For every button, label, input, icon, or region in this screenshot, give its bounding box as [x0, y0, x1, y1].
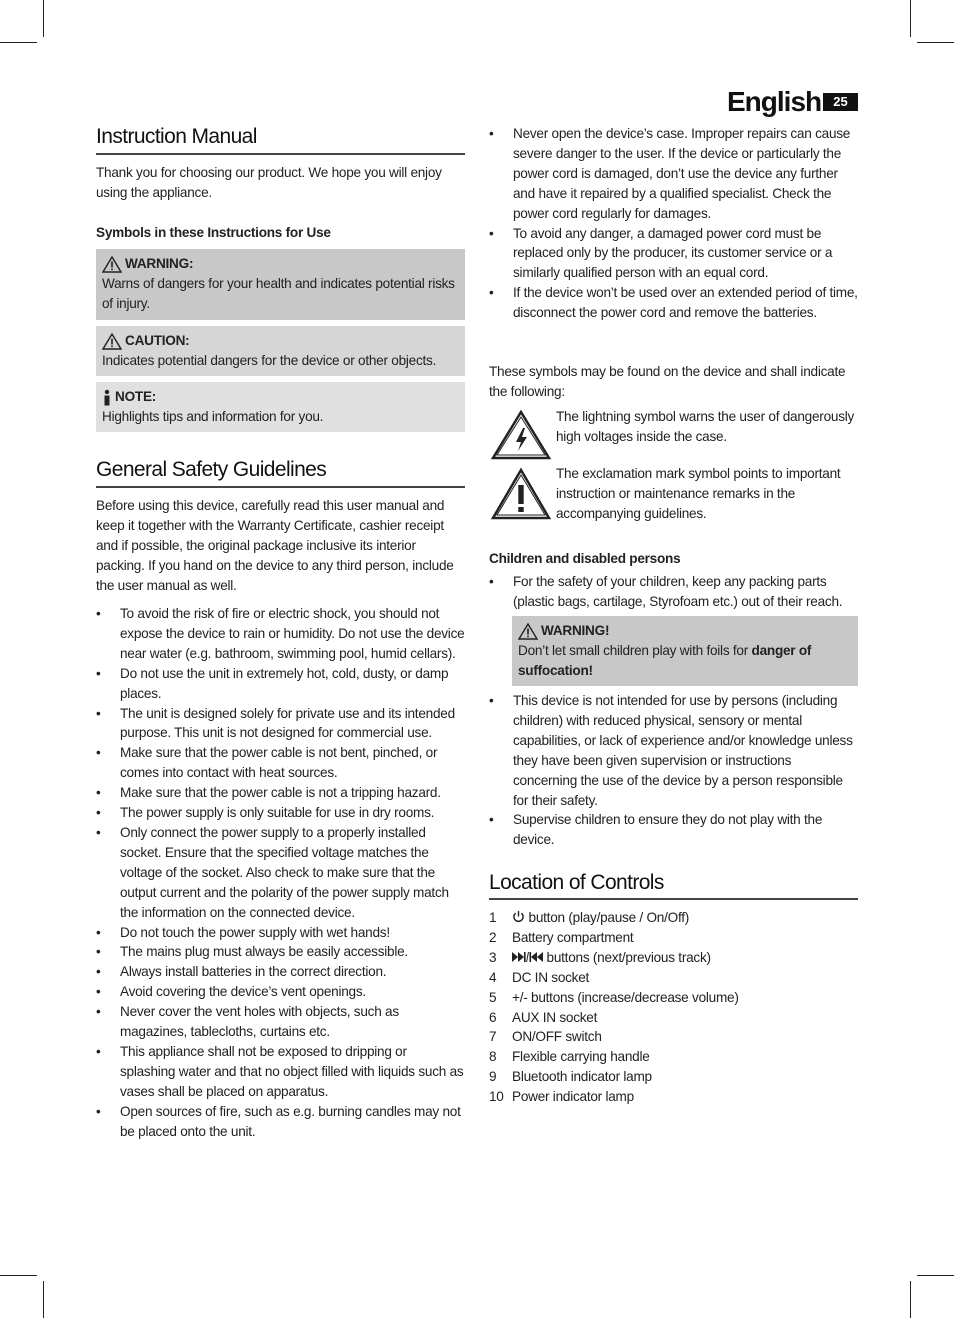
control-item: 6 AUX IN socket	[489, 1009, 598, 1025]
page-number: 25	[823, 93, 858, 111]
list-item: • Never open the device’s case. Improper repairs can cause severe danger to the user. If the device or particularly the power cord is damaged, don’t use the device any further and have it repaired by a qualified specialist. Check the power cord regularly for damages.	[489, 124, 858, 224]
symbols-heading: Symbols in these Instructions for Use	[96, 225, 331, 240]
control-item: 3 buttons (next/previous track)	[489, 949, 711, 965]
warning2-bold: danger of suffocation!	[518, 643, 812, 678]
list-item: • Make sure that the power cable is not bent, pinched, or comes into contact with heat sources.	[96, 743, 465, 783]
list-item: • Supervise children to ensure they do not play with the device.	[489, 810, 858, 850]
control-item: 9 Bluetooth indicator lamp	[489, 1069, 652, 1085]
caution-box	[96, 326, 465, 376]
list-item: • Only connect the power supply to a properly installed socket. Ensure that the specified voltage matches the voltage of the socket. Also check to make sure that the output current and the polarity of the power supply match the information on the connected device.	[96, 823, 465, 923]
list-item: • Do not touch the power supply with wet hands!	[96, 923, 465, 943]
crop-mark	[910, 0, 911, 37]
crop-mark	[910, 1281, 911, 1318]
crop-mark	[43, 1281, 44, 1318]
exclamation-warning-icon	[490, 467, 552, 521]
children-bullet-list	[489, 572, 858, 612]
caution-title: CAUTION:	[125, 333, 190, 348]
list-item: • This appliance shall not be exposed to dripping or splashing water and that no object filled with liquids such as vases shall be placed on apparatus.	[96, 1042, 465, 1102]
crop-mark	[917, 1275, 954, 1276]
list-item: • To avoid any danger, a damaged power cord must be replaced only by the producer, its customer service or a similarly qualified person with an equal cord.	[489, 224, 858, 284]
title-rule	[489, 898, 858, 900]
caution-triangle-icon	[102, 333, 122, 350]
control-item: 5 +/- buttons (increase/decrease volume)	[489, 989, 739, 1005]
control-item: 7 ON/OFF switch	[489, 1029, 602, 1045]
warning2-title: WARNING!	[541, 623, 610, 638]
top-bullet-list	[489, 124, 858, 323]
lightning-text: The lightning symbol warns the user of dangerously high voltages inside the case.	[556, 409, 855, 444]
title-rule	[96, 486, 465, 488]
list-item: • Never cover the vent holes with objects, such as magazines, tablecloths, curtains etc.	[96, 1002, 465, 1042]
language-heading: English	[727, 86, 822, 117]
list-item: • If the device won’t be used over an extended period of time, disconnect the power cord and remove the batteries.	[489, 283, 858, 323]
warning-title: WARNING:	[125, 256, 194, 271]
list-item: • For the safety of your children, keep any packing parts (plastic bags, cartilage, Styrofoam etc.) out of their reach.	[489, 572, 858, 612]
caution-text: Indicates potential dangers for the device or other objects.	[102, 353, 437, 368]
list-item: • Always install batteries in the correct direction.	[96, 962, 465, 982]
warning-text: Warns of dangers for your health and indicates potential risks of injury.	[102, 276, 455, 311]
list-item: • The mains plug must always be easily accessible.	[96, 942, 465, 962]
title-rule	[96, 153, 465, 155]
lightning-warning-icon	[490, 409, 552, 461]
bottom-bullet-list	[489, 691, 858, 850]
list-item: • Avoid covering the device’s vent openings.	[96, 982, 465, 1002]
control-item: 1 button (play/pause / On/Off)	[489, 910, 690, 925]
control-item: 10 Power indicator lamp	[489, 1089, 634, 1105]
exclamation-text: The exclamation mark symbol points to important instruction or maintenance remarks in the accompanying guidelines.	[556, 466, 841, 521]
list-item: • Open sources of fire, such as e.g. burning candles may not be placed onto the unit.	[96, 1102, 465, 1142]
list-item: • Do not use the unit in extremely hot, cold, dusty, or damp places.	[96, 664, 465, 704]
intro-text: Thank you for choosing our product. We hope you will enjoy using the appliance.	[96, 165, 442, 200]
control-item: 4 DC IN socket	[489, 969, 590, 985]
controls-title: Location of Controls	[489, 871, 664, 894]
crop-mark	[0, 1275, 37, 1276]
crop-mark	[917, 42, 954, 43]
symbols-intro: These symbols may be found on the device and shall indicate the following:	[489, 364, 846, 399]
note-title: NOTE:	[115, 389, 157, 404]
list-item: • The unit is designed solely for private use and its intended purpose. This unit is not designed for commercial use.	[96, 704, 465, 744]
note-box	[96, 382, 465, 432]
skip-icon	[512, 951, 543, 963]
info-icon	[102, 389, 112, 406]
warning-triangle-icon	[518, 623, 538, 640]
list-item: • To avoid the risk of fire or electric shock, you should not expose the device to rain or humidity. Do not use the device near water (e.g. bathroom, swimming pool, humid cellars).	[96, 604, 465, 664]
instruction-manual-title: Instruction Manual	[96, 125, 257, 148]
note-text: Highlights tips and information for you.	[102, 409, 324, 424]
control-item: 8 Flexible carrying handle	[489, 1049, 650, 1065]
warning2-text: Don’t let small children play with foils for danger of suffocation!	[518, 643, 812, 678]
warning-box	[96, 249, 465, 320]
controls-list	[489, 908, 858, 1107]
list-item: • Make sure that the power cable is not a tripping hazard.	[96, 783, 465, 803]
crop-mark	[43, 0, 44, 37]
warning-triangle-icon	[102, 256, 122, 273]
control-item: 2 Battery compartment	[489, 929, 634, 945]
children-warning-box	[512, 616, 858, 686]
crop-mark	[0, 42, 37, 43]
safety-bullet-list	[96, 604, 465, 1141]
list-item: • The power supply is only suitable for use in dry rooms.	[96, 803, 465, 823]
safety-title: General Safety Guidelines	[96, 458, 327, 481]
children-heading: Children and disabled persons	[489, 551, 681, 566]
list-item: • This device is not intended for use by persons (including children) with reduced physical, sensory or mental capabilities, or lack of experience and/or knowledge unless they have been given supervision or instructions concerning the use of the device by a person responsible for their safety.	[489, 691, 858, 810]
safety-intro: Before using this device, carefully read this user manual and keep it together with the Warranty Certificate, cashier receipt and if possible, the original package inclusive its interior packing. If you hand on the device to any third person, include the user manual as well.	[96, 498, 454, 593]
power-icon	[512, 910, 525, 923]
